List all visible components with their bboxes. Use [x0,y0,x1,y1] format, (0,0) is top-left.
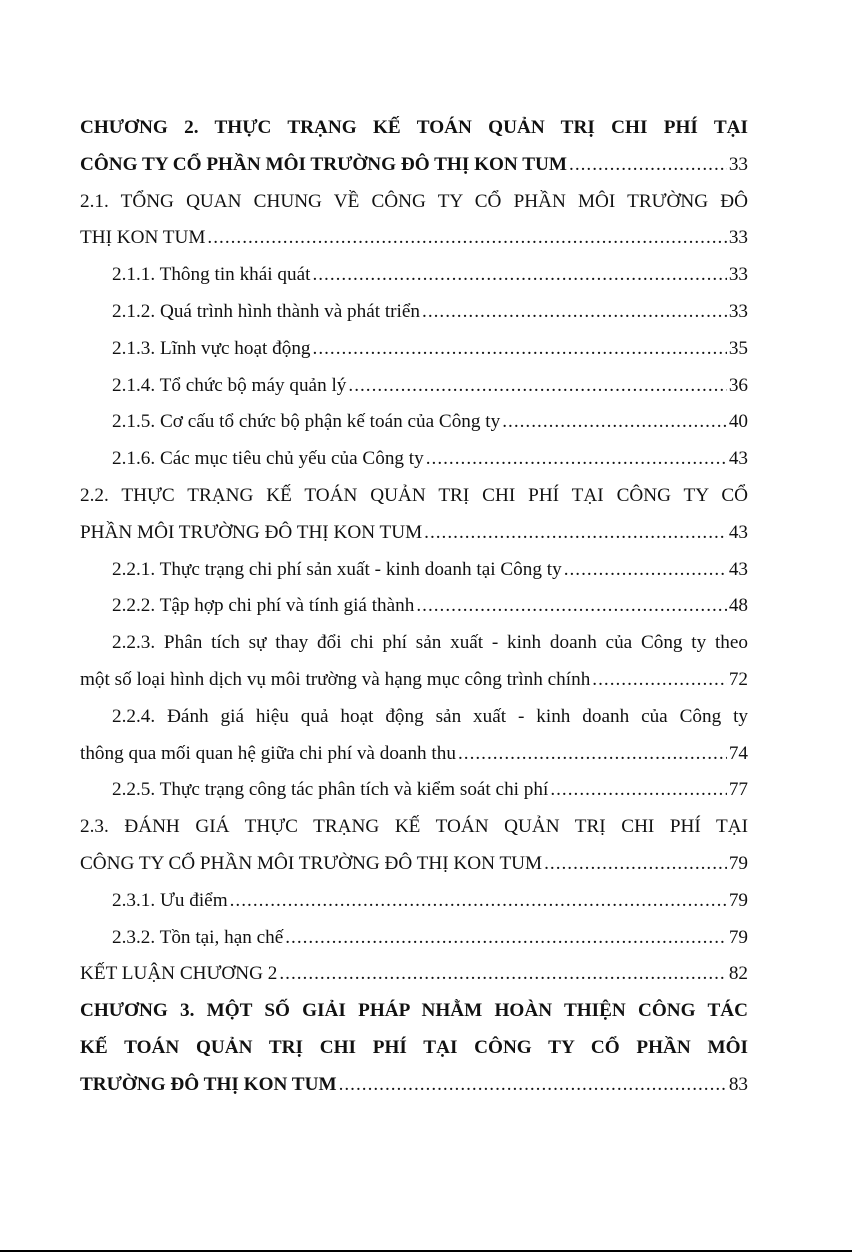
toc-entry-leader-line [80,588,748,625]
toc-entry-title: 2.3.2. Tồn tại, hạn chế [112,926,284,948]
toc-entry-leader-line [80,552,748,589]
toc-page-number: 40 [728,411,748,433]
dot-leader [230,883,727,920]
dot-leader [416,588,726,625]
toc-entry-title: KẾT LUẬN CHƯƠNG 2 [80,963,278,985]
toc-page-number: 43 [728,521,748,543]
toc-entry [80,809,748,883]
dot-leader [339,1067,727,1104]
toc-page-number: 48 [728,595,748,617]
toc-entry-title: 2.1.1. Thông tin khái quát [112,264,311,286]
dot-leader [544,846,727,883]
dot-leader [550,772,726,809]
toc-entry [80,920,748,957]
toc-page-number: 72 [728,668,748,690]
toc-page-number: 79 [728,926,748,948]
toc-entry-leader-line [80,846,748,883]
toc-entry [80,331,748,368]
toc-entry [80,956,748,993]
dot-leader [426,441,727,478]
toc-entry-title: TRƯỜNG ĐÔ THỊ KON TUM [80,1073,337,1095]
toc-entry-text-line: CHƯƠNG 2. THỰC TRẠNG KẾ TOÁN QUẢN TRỊ CHI PHÍ TẠI [80,117,748,138]
toc-entry-title: CÔNG TY CỔ PHẦN MÔI TRƯỜNG ĐÔ THỊ KON TUM [80,153,568,175]
toc-entry-title: 2.3.1. Ưu điểm [112,889,228,911]
toc-entry [80,699,748,773]
toc-page-number: 35 [728,337,748,359]
toc-entry [80,368,748,405]
toc-entry-title: thông qua mối quan hệ giữa chi phí và doanh thu [80,742,456,764]
toc-entry-leader-line [80,772,748,809]
toc-page-number: 33 [728,153,748,175]
toc-entry-title: một số loại hình dịch vụ môi trường và hạng mục công trình chính [80,668,591,690]
toc-entry-title: 2.2.2. Tập hợp chi phí và tính giá thành [112,595,415,617]
toc-entry-leader-line [80,294,748,331]
toc-entry [80,552,748,589]
toc-entry [80,588,748,625]
toc-entry-text-line: 2.2.4. Đánh giá hiệu quả hoạt động sản xuất - kinh doanh của Công ty [112,705,748,727]
toc-entry-leader-line [80,515,748,552]
toc-page-number: 43 [728,448,748,470]
toc-entry-text-line: CHƯƠNG 3. MỘT SỐ GIẢI PHÁP NHẰM HOÀN THIỆN CÔNG TÁC [80,1000,748,1022]
dot-leader [279,956,726,993]
toc-entry-text-line: 2.2.3. Phân tích sự thay đổi chi phí sản xuất - kinh doanh của Công ty theo [112,632,748,654]
table-of-contents [80,110,748,1104]
toc-page-number: 33 [728,300,748,322]
toc-entry-leader-line [80,331,748,368]
dot-leader [502,404,727,441]
toc-entry-leader-line [80,1067,748,1104]
toc-entry [80,625,748,699]
toc-entry-leader-line [80,220,748,257]
toc-page-number: 36 [728,374,748,396]
toc-entry-text-line: 2.1. TỔNG QUAN CHUNG VỀ CÔNG TY CỔ PHẦN MÔI TRƯỜNG ĐÔ [80,190,748,212]
toc-entry-title: PHẦN MÔI TRƯỜNG ĐÔ THỊ KON TUM [80,521,423,543]
dot-leader [348,368,726,405]
toc-entry-title: 2.1.3. Lĩnh vực hoạt động [112,337,311,359]
toc-entry-leader-line [80,956,748,993]
toc-entry-text-line: KẾ TOÁN QUẢN TRỊ CHI PHÍ TẠI CÔNG TY CỔ PHẦN MÔI [80,1036,748,1058]
toc-entry-text-line: 2.2. THỰC TRẠNG KẾ TOÁN QUẢN TRỊ CHI PHÍ TẠI CÔNG TY CỔ [80,484,748,506]
toc-page-number: 33 [728,227,748,249]
dot-leader [424,515,727,552]
toc-entry [80,883,748,920]
dot-leader [312,257,726,294]
toc-entry-title: 2.1.5. Cơ cấu tổ chức bộ phận kế toán của Công ty [112,411,501,433]
toc-entry [80,404,748,441]
toc-entry-leader-line [80,257,748,294]
dot-leader [285,920,727,957]
toc-entry-leader-line [80,368,748,405]
toc-page-number: 33 [728,264,748,286]
toc-entry [80,110,748,184]
toc-page-number: 79 [728,852,748,874]
toc-page-number: 79 [728,889,748,911]
toc-page-number: 77 [728,779,748,801]
toc-entry-title: THỊ KON TUM [80,227,206,249]
toc-entry-title: CÔNG TY CỔ PHẦN MÔI TRƯỜNG ĐÔ THỊ KON TUM [80,852,543,874]
toc-entry-leader-line [80,736,748,773]
dot-leader [207,220,726,257]
toc-page-number: 43 [728,558,748,580]
dot-leader [422,294,727,331]
toc-entry-leader-line [80,404,748,441]
dot-leader [592,662,727,699]
toc-page-number: 83 [728,1073,748,1095]
toc-entry-leader-line [80,883,748,920]
toc-entry [80,993,748,1103]
toc-entry [80,257,748,294]
toc-entry-leader-line [80,441,748,478]
toc-entry-title: 2.1.6. Các mục tiêu chủ yếu của Công ty [112,448,424,470]
dot-leader [458,736,727,773]
toc-entry [80,478,748,552]
dot-leader [564,552,727,589]
toc-page-number: 74 [728,742,748,764]
dot-leader [569,147,727,184]
toc-entry [80,772,748,809]
toc-entry [80,184,748,258]
toc-entry [80,441,748,478]
toc-entry-text-line: 2.3. ĐÁNH GIÁ THỰC TRẠNG KẾ TOÁN QUẢN TRỊ CHI PHÍ TẠI [80,816,748,838]
toc-entry-title: 2.1.2. Quá trình hình thành và phát triển [112,300,421,322]
toc-entry-title: 2.1.4. Tổ chức bộ máy quản lý [112,374,347,396]
toc-entry-leader-line [80,920,748,957]
toc-entry-title: 2.2.1. Thực trạng chi phí sản xuất - kinh doanh tại Công ty [112,558,562,580]
page-bottom-border [0,1250,852,1252]
dot-leader [313,331,727,368]
toc-entry-leader-line [80,662,748,699]
toc-entry-leader-line [80,147,748,184]
toc-page-number: 82 [728,963,748,985]
toc-entry [80,294,748,331]
toc-entry-title: 2.2.5. Thực trạng công tác phân tích và kiểm soát chi phí [112,779,549,801]
